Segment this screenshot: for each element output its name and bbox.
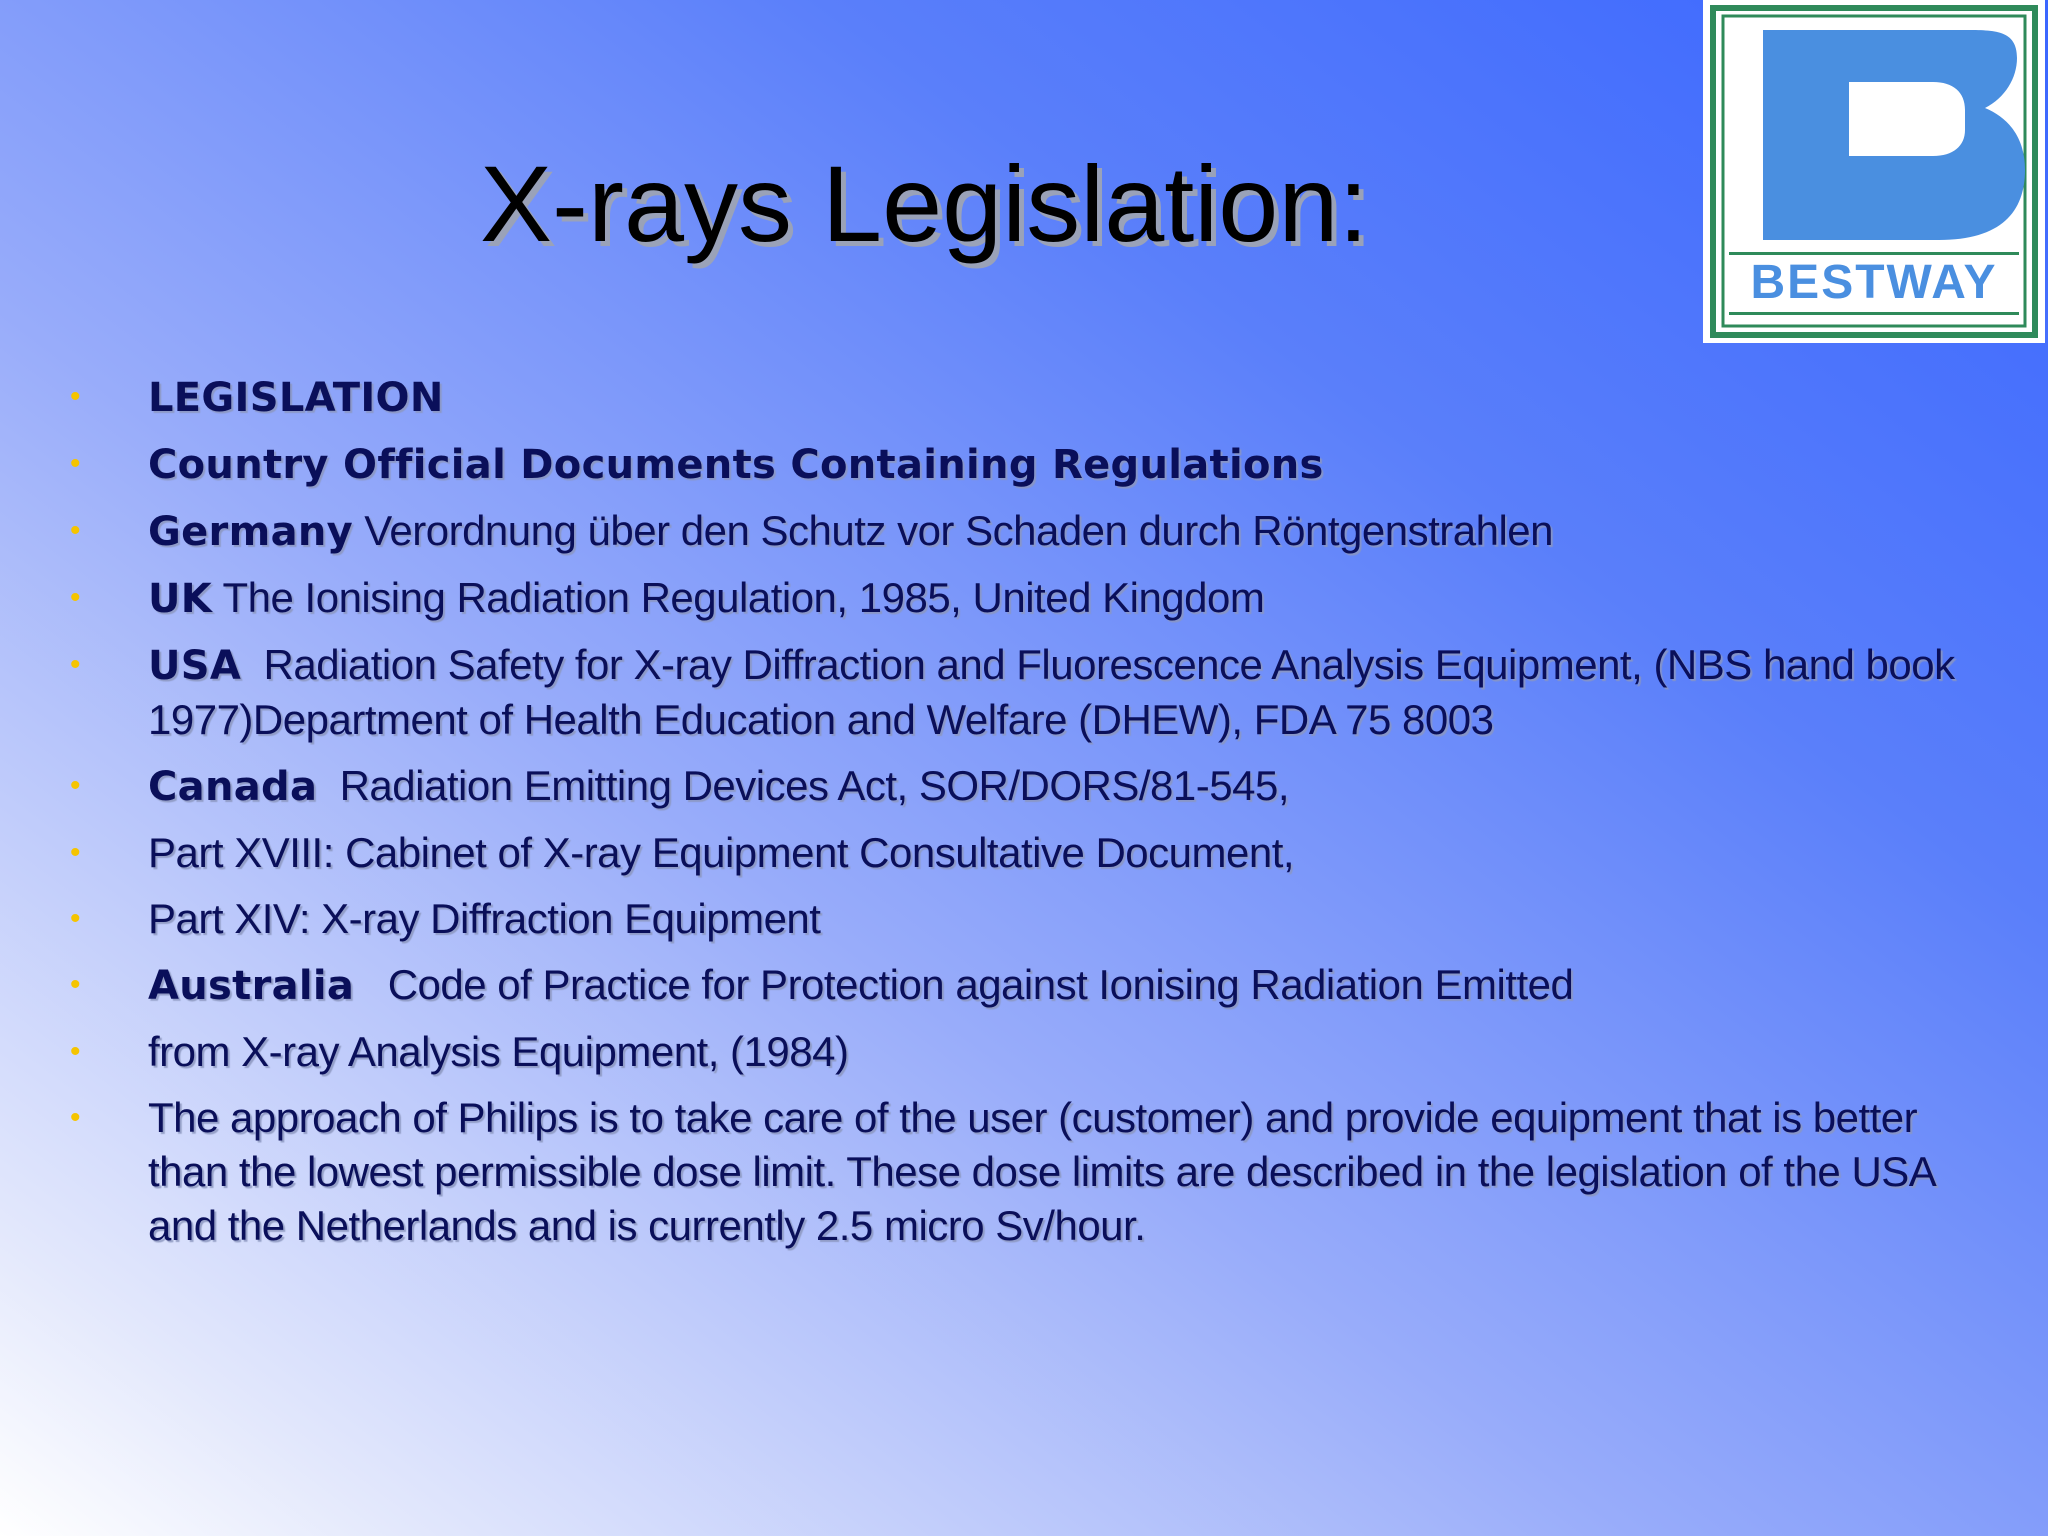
bestway-logo — [1703, 0, 2045, 343]
bullet-heading: Australia — [148, 963, 355, 1009]
bullet-item — [70, 571, 1990, 626]
bullet-text — [148, 762, 1289, 809]
bullet-body: Part XVIII: Cabinet of X-ray Equipment Consultative Document, — [148, 829, 1295, 876]
bullet-item — [70, 638, 1990, 747]
bullet-dot-icon: • — [70, 648, 81, 681]
bullet-body: Radiation Emitting Devices Act, SOR/DORS/81-545, — [339, 762, 1289, 809]
bullet-dot-icon: • — [70, 447, 81, 480]
bullet-text — [148, 373, 444, 420]
bullet-separator — [212, 574, 222, 621]
bullet-text — [148, 895, 820, 942]
bullet-item — [70, 1091, 1990, 1253]
bullet-item — [70, 759, 1990, 814]
bullet-dot-icon: • — [70, 380, 81, 413]
bullet-text — [148, 1094, 1934, 1249]
bullet-dot-icon: • — [70, 968, 81, 1001]
bullet-dot-icon: • — [70, 902, 81, 935]
bullet-item — [70, 892, 1990, 946]
slide-title: X-rays Legislation: — [480, 143, 1369, 264]
bullet-item — [70, 1025, 1990, 1079]
bullet-body: The Ionising Radiation Regulation, 1985, United Kingdom — [222, 574, 1265, 621]
bullet-separator — [241, 641, 263, 688]
bullet-dot-icon: • — [70, 514, 81, 547]
bullet-body: from X-ray Analysis Equipment, (1984) — [148, 1028, 849, 1075]
bullet-dot-icon: • — [70, 1101, 81, 1134]
bullet-item — [70, 370, 1990, 425]
bullet-text — [148, 829, 1294, 876]
bullet-item — [70, 826, 1990, 880]
bullet-body: Part XIV: X-ray Diffraction Equipment — [148, 895, 821, 942]
bullet-list — [70, 370, 1990, 1265]
bullet-text — [148, 440, 1324, 487]
bullet-text — [148, 507, 1553, 554]
bullet-dot-icon: • — [70, 769, 81, 802]
bullet-text — [148, 961, 1573, 1008]
bullet-heading: UK — [148, 576, 213, 622]
bullet-separator — [317, 762, 339, 809]
bullet-heading: Country Official Documents Containing Regulations — [148, 442, 1324, 488]
bullet-body: Verordnung über den Schutz vor Schaden durch Röntgenstrahlen — [364, 507, 1554, 554]
logo-wordmark: BESTWAY — [1750, 256, 1998, 309]
bullet-heading: USA — [148, 643, 242, 689]
bullet-heading: LEGISLATION — [148, 375, 444, 421]
bullet-heading: Germany — [148, 509, 354, 555]
bestway-logo-mark — [1703, 0, 2045, 343]
bullet-dot-icon: • — [70, 836, 81, 869]
bullet-body: Radiation Safety for X-ray Diffraction and Fluorescence Analysis Equipment, (NBS hand book 1977)Department of Health Education and Welfare (DHEW), FDA 75 8003 — [148, 641, 1955, 743]
bullet-separator — [354, 961, 388, 1008]
bullet-dot-icon: • — [70, 581, 81, 614]
bullet-body: The approach of Philips is to take care of the user (customer) and provide equipment that is better than the lowest permissible dose limit. These dose limits are described in the legislation of the USA and the Netherlands and is currently 2.5 micro Sv/hour. — [148, 1094, 1934, 1249]
bullet-text — [148, 641, 1955, 743]
bullet-heading: Canada — [148, 764, 318, 810]
bullet-body: Code of Practice for Protection against Ionising Radiation Emitted — [387, 961, 1574, 1008]
bullet-item — [70, 504, 1990, 559]
bullet-item — [70, 958, 1990, 1013]
bullet-item — [70, 437, 1990, 492]
bullet-separator — [353, 507, 364, 554]
bullet-dot-icon: • — [70, 1035, 81, 1068]
bullet-text — [148, 1028, 848, 1075]
bullet-text — [148, 574, 1264, 621]
